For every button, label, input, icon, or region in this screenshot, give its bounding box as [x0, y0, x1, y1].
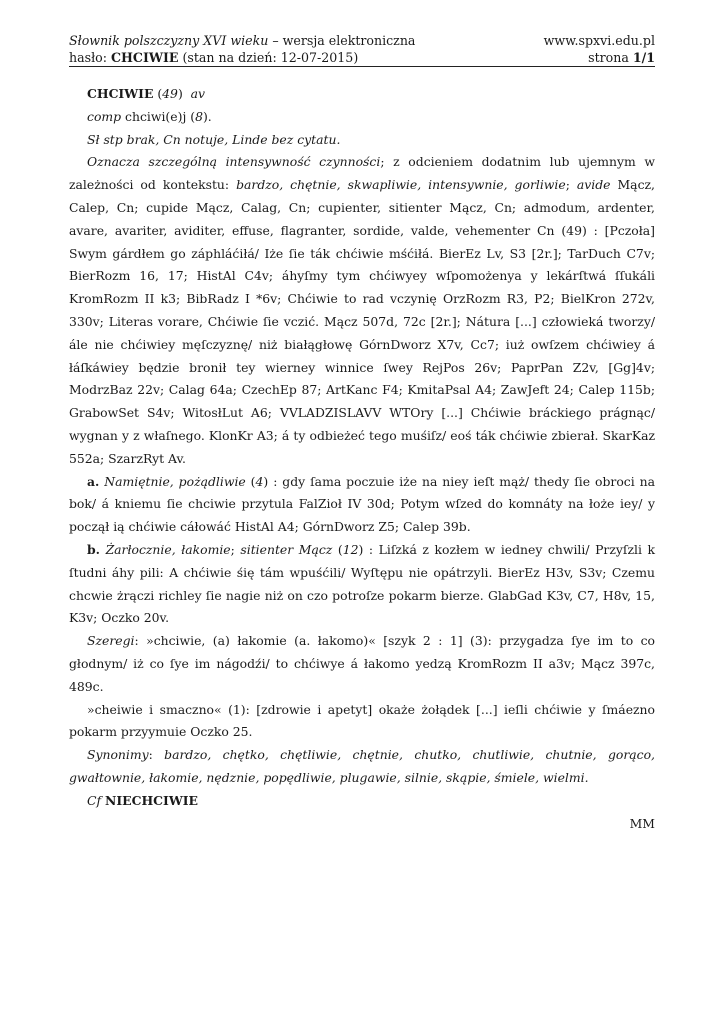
dictionary-title: Słownik polszczyzny XVI wieku – wersja elektroniczna — [69, 33, 416, 48]
synonyms-paragraph: Synonimy: bardzo, chętko, chętliwie, chętnie, chutko, chutliwie, chutnie, gorąco, gwałtownie, łakomie, nędznie, popędliwie, plugawie, silnie, skąpie, śmiele, wielmi. — [69, 747, 655, 785]
cf-line: Cf NIECHCIWIE — [87, 792, 198, 808]
header-line-2 — [69, 49, 655, 66]
part-of-speech: av — [190, 86, 206, 101]
comparative-line: comp chciwi(e)j (8). — [87, 108, 212, 124]
page-header — [69, 32, 655, 66]
header-line-1 — [69, 32, 655, 49]
sources-note: Sł stp brak, Cn notuje, Linde bez cytatu. — [87, 131, 341, 147]
sense-a: a. Namiętnie, pożądliwie (4) : gdy ſama poczuie iże na niey ieſt mąż/ thedy ſie obroci na bok/ á kniemu ſie chciwie przytula FalZioł IV 30d; Potym wſzed do komnáty na łoże iey/ y począł ią chćiwie cáłowáć HistAl A4; GórnDworz Z5; Calep 39b. — [69, 473, 655, 535]
site-url[interactable]: www.spxvi.edu.pl — [543, 33, 655, 48]
szeregi-paragraph-2: »cheiwie i smacznо« (1): [zdrowie i apetyt] okaże żołądek [...] ieſli chćiwie y ſmáezno pokarm przyymuie Oczko 25. — [69, 701, 655, 740]
definition-paragraph: Oznacza szczególną intensywność czynności; z odcieniem dodatnim lub ujemnym w zależności od kontekstu: bardzo, chętnie, skwapliwie, intensywnie, gorliwie; avide Mącz, Calep, Cn; cupide Mącz, Calag, Cn; cupienter, sitienter Mącz, Cn; admodum, ardenter, avare, avariter, aviditer, effuse, flagranter, sordide, valde, vehementer Cn (49) : [Pczoła] Swym gárdłem go záphláćiłá/ Iże ſie ták chćiwie mśćiłá. BierEz Lv, S3 [2r.]; TarDuch C7v; BierRozm 16, 17; HistAl C4v; áhyſmy tym chćiwyey wſpomożenya y lekárſtwá ſſukáli KromRozm II k3; BibRadz I *6v; Chćiwie to rad vczynię OrzRozm R3, P2; BielKron 272v, 330v; Literas vorare, Chćiwie ſie vczić. Mącz 507d, 72c [2r.]; Nátura [...] człowieká tworzy/ ále nie chćiwiey męſczyznę/ niż białągłowę GórnDworz X7v, Cc7; iuż owſzem chćiwiey á łáſkáwiey będzie bronił tey wierney winnice ſwey RejPos 26v; PaprPan Z2v, [Gg]4v; ModrzBaz 22v; Calag 64a; CzechEp 87; ArtKanc F4; KmitaPsal A4; ZawJeft 24; Calep 115b; GrabowSet S4v; WitosłLut A6; VVLADZISLAVV WTOry [...] Chćiwie bráckiego prágnąc/ wygnan y z właſnego. KlonKr A3; á ty odbieżeć tego muśiſz/ eoś ták chćiwie zbierał. SkarKaz 552a; SzarzRyt Av. — [69, 154, 655, 466]
szeregi-paragraph: Szeregi: »chciwie, (a) łakomie (a. łakomo)« [szyk 2 : 1] (3): przygadza ſye im to co głodnym/ iż co ſye im nágodźi/ to chćiwye á łakomo yedzą KromRozm II a3v; Mącz 397c, 489c. — [69, 633, 655, 694]
page-number: strona 1/1 — [588, 50, 655, 65]
cf-link[interactable]: NIECHCIWIE — [105, 792, 198, 808]
sense-b: b. Żarłocznie, łakomie; sitienter Mącz (12) : Liſzká z kozłem w iedney chwili/ Przyſzli k ſtudni áhy pili: A chćiwie śię tám wpuśćili/ Wyſtępu nie opátrzyli. BierEz H3v, S3v; Czemu chcwie żrączi richley ſie nagie niż on czo potroſze pokarm bierze. GlabGad K3v, C7, H8v, 15, K3v; Oczko 20v. — [69, 541, 655, 626]
headword-line: CHCIWIE (49) av — [87, 86, 206, 101]
header-divider — [69, 66, 655, 67]
author-signature: MM — [629, 815, 655, 831]
entry-body — [69, 83, 655, 835]
entry-info: hasło: CHCIWIE (stan na dzień: 12-07-2015) — [69, 50, 359, 65]
headword: CHCIWIE — [87, 86, 154, 101]
